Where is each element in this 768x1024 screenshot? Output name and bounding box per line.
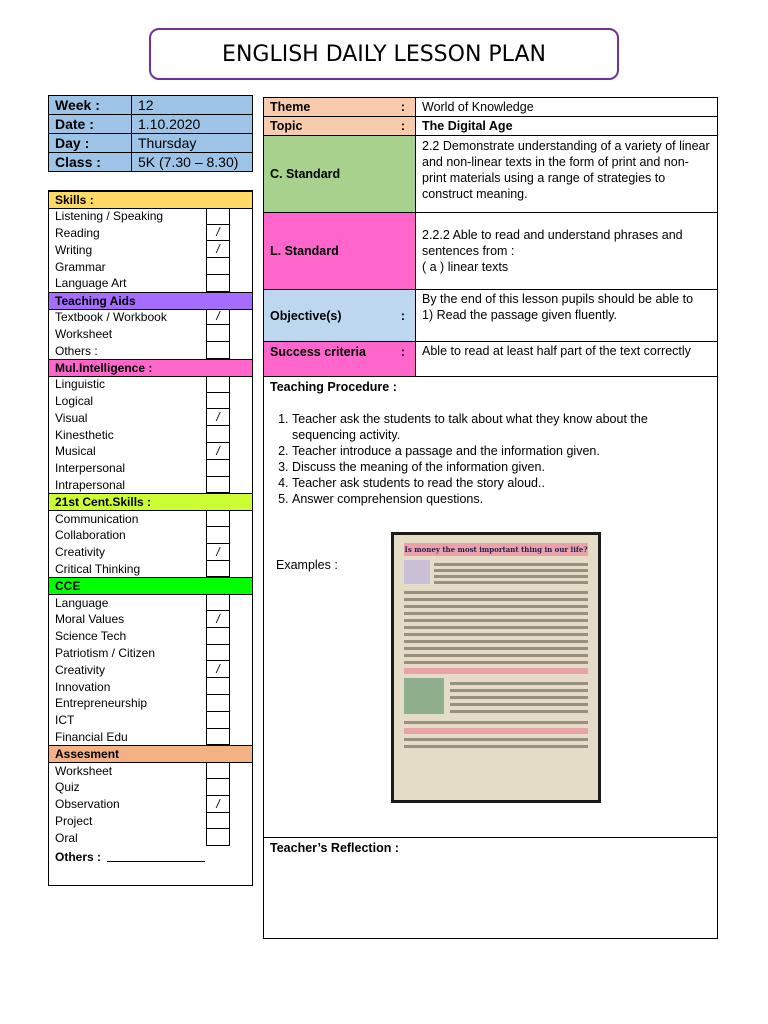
succ-label: Success criteria bbox=[270, 345, 366, 359]
checkbox[interactable] bbox=[207, 208, 229, 225]
checkbox[interactable] bbox=[207, 426, 229, 443]
topic-label: Topic bbox=[270, 119, 303, 133]
checkbox[interactable] bbox=[207, 628, 229, 645]
checklist-item-label: Innovation bbox=[55, 679, 111, 694]
checklist-item-label: Communication bbox=[55, 511, 139, 526]
checkbox-column bbox=[206, 594, 230, 745]
checkbox[interactable]: / bbox=[207, 409, 229, 426]
checkbox[interactable] bbox=[207, 527, 229, 544]
class-label: Class : bbox=[49, 153, 132, 172]
checklist-item-label: Visual bbox=[55, 410, 88, 425]
checklist-item-label: Musical bbox=[55, 444, 96, 459]
checkbox[interactable] bbox=[207, 762, 229, 779]
section-label: Teaching Aids bbox=[55, 293, 136, 308]
week-label: Week : bbox=[49, 96, 132, 115]
section-header-mi bbox=[49, 359, 252, 377]
lstd-value: 2.2.2 Able to read and understand phrases and sentences from : ( a ) linear texts bbox=[416, 213, 717, 290]
checklist-item-label: Linguistic bbox=[55, 377, 106, 392]
example-passage-title: Is money the most important thing in our life? bbox=[404, 545, 588, 554]
checklist-panel bbox=[48, 190, 253, 886]
checklist-item-label: Entrepreneurship bbox=[55, 696, 148, 711]
checklist-item-label: Worksheet bbox=[55, 326, 113, 341]
procedure-steps bbox=[270, 411, 711, 507]
checkbox[interactable] bbox=[207, 275, 229, 292]
procedure-step: 4. Teacher ask students to read the story aloud.. bbox=[292, 475, 711, 491]
lesson-plan-table bbox=[263, 97, 718, 939]
theme-label-cell: Theme : bbox=[264, 98, 416, 117]
reflection-heading: Teacher’s Reflection : bbox=[270, 841, 399, 855]
section-header-assess bbox=[49, 745, 252, 763]
example-reading-passage-image bbox=[391, 532, 601, 803]
checkbox-column bbox=[206, 510, 230, 577]
checklist-item-label: Intrapersonal bbox=[55, 477, 126, 492]
checkbox[interactable] bbox=[207, 510, 229, 527]
obj-label: Objective(s) bbox=[270, 308, 342, 323]
checklist-item-label: Listening / Speaking bbox=[55, 209, 164, 224]
checkbox[interactable] bbox=[207, 477, 229, 494]
examples-label: Examples : bbox=[276, 558, 338, 572]
checkbox[interactable] bbox=[207, 712, 229, 729]
checklist-item-label: Patriotism / Citizen bbox=[55, 645, 156, 660]
topic-label-cell: Topic : bbox=[264, 117, 416, 136]
checkbox[interactable] bbox=[207, 561, 229, 578]
section-header-aids bbox=[49, 292, 252, 310]
example-picture bbox=[404, 560, 430, 584]
checklist-item-label: Creativity bbox=[55, 545, 106, 560]
checklist-item-label: Creativity bbox=[55, 662, 106, 677]
day-label: Day : bbox=[49, 134, 132, 153]
checkbox[interactable]: / bbox=[207, 309, 229, 326]
checkbox[interactable]: / bbox=[207, 225, 229, 242]
cstd-label: C. Standard bbox=[270, 167, 341, 181]
date-label: Date : bbox=[49, 115, 132, 134]
checklist-item-label: Project bbox=[55, 813, 93, 828]
checklist-item-label: ICT bbox=[55, 713, 75, 728]
topic-value: The Digital Age bbox=[416, 117, 717, 136]
checkbox[interactable] bbox=[207, 460, 229, 477]
checklist-item-label: Financial Edu bbox=[55, 729, 128, 744]
obj-value: By the end of this lesson pupils should be able to 1) Read the passage given fluently. bbox=[416, 290, 717, 342]
page-title: ENGLISH DAILY LESSON PLAN bbox=[222, 41, 546, 67]
checklist-item-label: Interpersonal bbox=[55, 461, 126, 476]
checkbox[interactable] bbox=[207, 325, 229, 342]
checkbox[interactable] bbox=[207, 813, 229, 830]
checklist-item-label: Writing bbox=[55, 242, 93, 257]
checkbox[interactable]: / bbox=[207, 544, 229, 561]
page-title-box bbox=[149, 28, 619, 80]
checkbox[interactable] bbox=[207, 829, 229, 846]
checklist-item-label: Kinesthetic bbox=[55, 427, 114, 442]
theme-value: World of Knowledge bbox=[416, 98, 717, 117]
checkbox[interactable]: / bbox=[207, 661, 229, 678]
procedure-step: 2. Teacher introduce a passage and the information given. bbox=[292, 443, 711, 459]
checkbox[interactable] bbox=[207, 678, 229, 695]
others-blank-line[interactable] bbox=[107, 851, 205, 862]
checklist-item-label: Logical bbox=[55, 393, 94, 408]
section-header-c21 bbox=[49, 493, 252, 511]
checkbox-column bbox=[206, 309, 230, 359]
reflection-section bbox=[264, 838, 717, 938]
checklist-item-label: Quiz bbox=[55, 780, 80, 795]
checklist-item-label: Textbook / Workbook bbox=[55, 309, 167, 324]
lstd-label-cell bbox=[264, 213, 416, 290]
checkbox[interactable] bbox=[207, 393, 229, 410]
cstd-value: 2.2 Demonstrate understanding of a variety of linear and non-linear texts in the form of print and non- print materials using a range of strategies to construct meaning. bbox=[416, 136, 717, 213]
lstd-label: L. Standard bbox=[270, 244, 339, 258]
checkbox[interactable] bbox=[207, 594, 229, 611]
procedure-heading: Teaching Procedure : bbox=[270, 380, 397, 394]
checkbox[interactable] bbox=[207, 695, 229, 712]
section-label: Assesment bbox=[55, 747, 120, 762]
section-label: Mul.Intelligence : bbox=[55, 360, 153, 375]
checklist-item-label: Observation bbox=[55, 797, 120, 812]
section-header-skills bbox=[49, 191, 252, 209]
checklist-item-label: Worksheet bbox=[55, 763, 113, 778]
checkbox-column bbox=[206, 376, 230, 494]
checkbox[interactable] bbox=[207, 645, 229, 662]
section-label: 21st Cent.Skills : bbox=[55, 495, 152, 510]
checkbox[interactable]: / bbox=[207, 241, 229, 258]
checkbox[interactable] bbox=[207, 729, 229, 746]
succ-value: Able to read at least half part of the text correctly bbox=[416, 342, 717, 377]
checklist-item-label: Language bbox=[55, 595, 109, 610]
others-label: Others : bbox=[55, 849, 102, 864]
theme-label: Theme bbox=[270, 100, 311, 114]
checklist-item-label: Moral Values bbox=[55, 612, 125, 627]
checklist-item-label: Oral bbox=[55, 830, 78, 845]
checklist-item-label: Critical Thinking bbox=[55, 561, 141, 576]
checklist-item-label: Science Tech bbox=[55, 629, 127, 644]
checklist-item-label: Grammar bbox=[55, 259, 106, 274]
checkbox-column bbox=[206, 762, 230, 846]
others-field bbox=[49, 848, 252, 865]
checklist-item-label: Reading bbox=[55, 225, 100, 240]
checkbox-column bbox=[206, 208, 230, 292]
checkbox[interactable]: / bbox=[207, 796, 229, 813]
procedure-step: 3. Discuss the meaning of the information given. bbox=[292, 459, 711, 475]
day-value: Thursday bbox=[132, 134, 253, 153]
checkbox[interactable] bbox=[207, 779, 229, 796]
checkbox[interactable]: / bbox=[207, 443, 229, 460]
checklist-item-label: Others : bbox=[55, 343, 98, 358]
class-value: 5K (7.30 – 8.30) bbox=[132, 153, 253, 172]
checkbox[interactable] bbox=[207, 258, 229, 275]
checklist-item-label: Collaboration bbox=[55, 528, 126, 543]
section-header-cce bbox=[49, 577, 252, 595]
checklist-item-label: Language Art bbox=[55, 276, 127, 291]
example-picture bbox=[404, 678, 444, 714]
checkbox[interactable]: / bbox=[207, 611, 229, 628]
lesson-info-table bbox=[48, 95, 253, 172]
checkbox[interactable] bbox=[207, 342, 229, 359]
procedure-step: 1. Teacher ask the students to talk about what they know about the sequencing activity. bbox=[292, 411, 711, 443]
week-value: 12 bbox=[132, 96, 253, 115]
date-value: 1.10.2020 bbox=[132, 115, 253, 134]
obj-label-cell: Objective(s) : bbox=[264, 290, 416, 342]
succ-label-cell: Success criteria : bbox=[264, 342, 416, 377]
section-label: Skills : bbox=[55, 192, 94, 207]
section-label: CCE bbox=[55, 579, 81, 594]
procedure-step: 5. Answer comprehension questions. bbox=[292, 491, 711, 507]
checkbox[interactable] bbox=[207, 376, 229, 393]
cstd-label-cell bbox=[264, 136, 416, 213]
